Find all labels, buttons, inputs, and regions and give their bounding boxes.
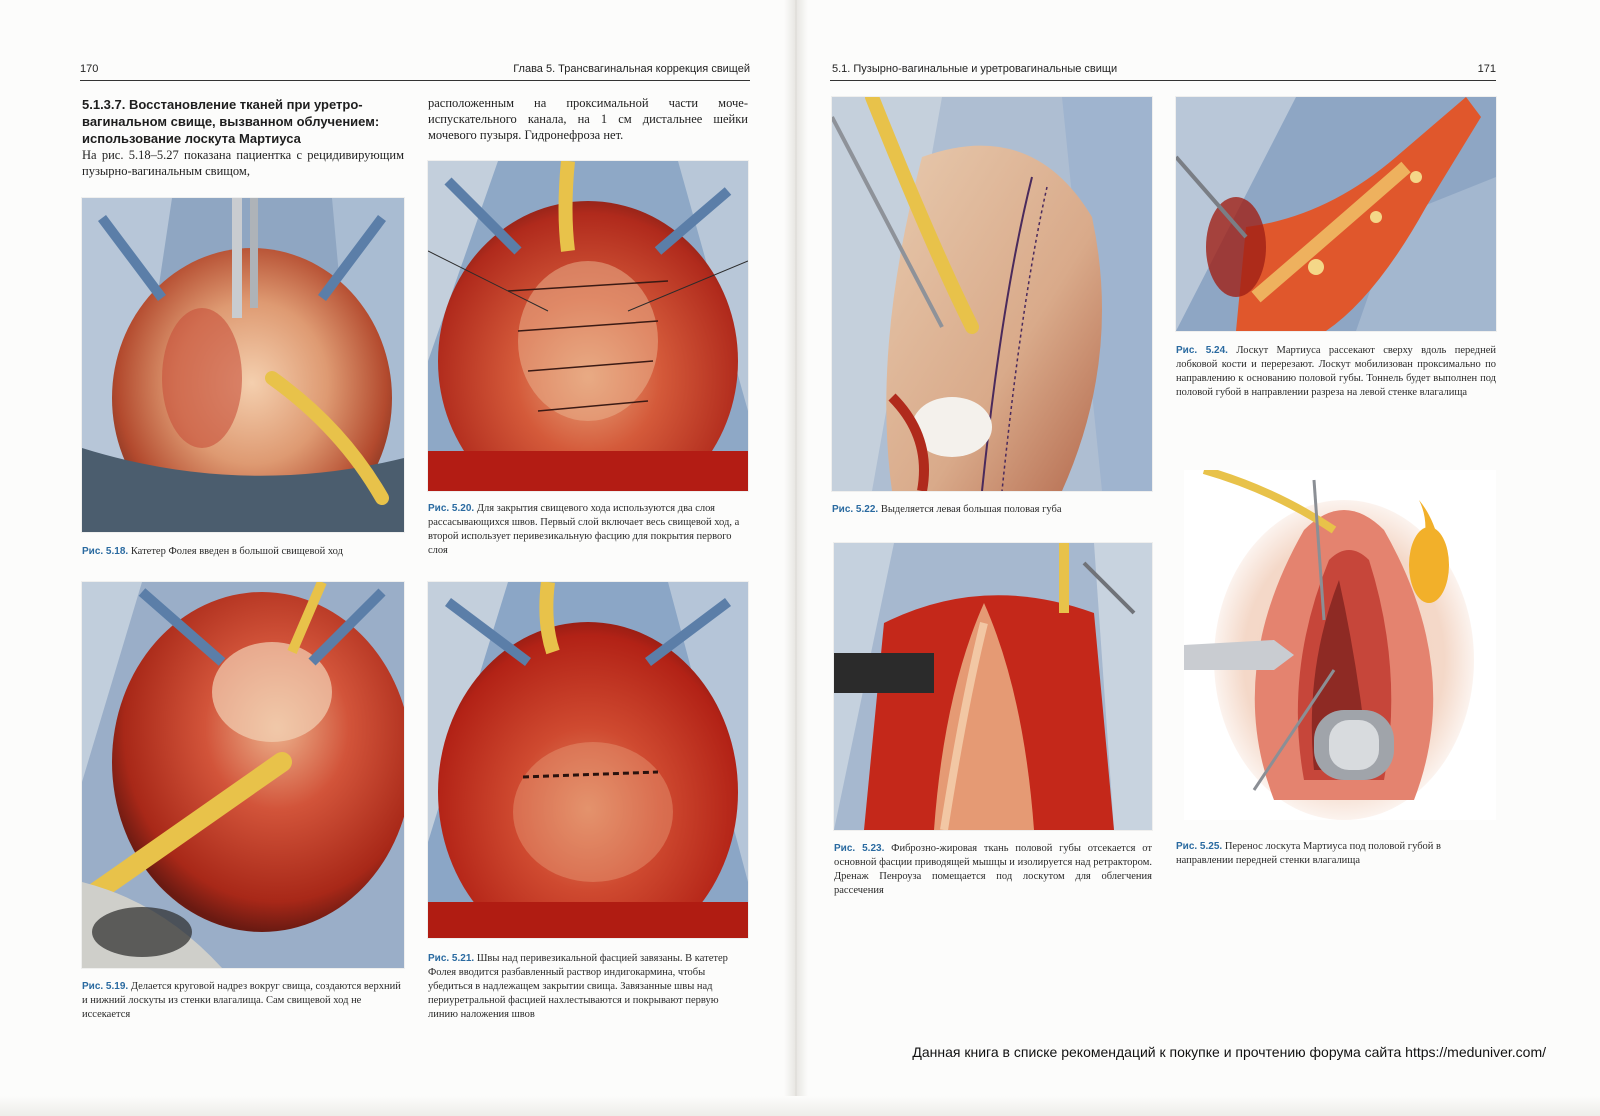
- continued-paragraph: расположенным на проксимальной части моче-испускательного канала, на 1 см дистальнее шейки мочевого пузыря. Гидронефроза нет.: [428, 96, 748, 142]
- figure-5-20-text: Для закрытия свищевого хода используются два слоя рассасывающихся швов. Первый слой включает весь свищевой ход, а второй использует перивезикальную фасцию для покрытия первого слоя: [428, 503, 740, 556]
- figure-5-24-label: Рис. 5.24.: [1176, 345, 1228, 356]
- figure-5-23-text: Фиброзно-жировая ткань половой губы отсекается от основной фасции приводящей мышцы и изолируется над ретрактором. Дренаж Пенроуза помещается под лоскутом для облегчения рассечения: [834, 843, 1152, 896]
- figure-5-24-caption: [1176, 344, 1496, 400]
- figure-5-24-text: Лоскут Мартиуса рассекают сверху вдоль передней лобковой кости и перерезают. Лоскут мобилизован проксимально по направлению к основанию половой губы. Тоннель будет выполнен под половой губой в направлении разреза на левой стенке влагалища: [1176, 345, 1497, 398]
- intro-paragraph: На рис. 5.18–5.27 показана пациентка с рецидивирующим пузырно-вагинальным свищом,: [82, 148, 404, 178]
- figure-5-18-caption: [82, 545, 404, 559]
- figure-5-21-caption: [428, 952, 748, 1022]
- figure-5-23-caption: [834, 842, 1152, 898]
- figure-5-23-photo: [834, 543, 1152, 830]
- figure-5-22-caption: [832, 503, 1152, 517]
- figure-5-19-label: Рис. 5.19.: [82, 981, 129, 992]
- header-rule-right: [830, 80, 1496, 81]
- figure-5-23-label: Рис. 5.23.: [834, 843, 885, 854]
- figure-5-21-text: Швы над перивезикальной фасцией завязаны. В катетер Фолея вводится разбавленный раствор индигокармина, чтобы убедиться в надлежащем закрытии свища. Завязанные швы над периуретральной фасцией нахлестываются и покрывают первую линию наложения швов: [428, 953, 728, 1020]
- footer-note: Данная книга в списке рекомендаций к покупке и прочтению форума сайта https://meduniver.com/: [912, 1044, 1546, 1060]
- figure-5-25-caption: [1176, 840, 1496, 868]
- figure-5-22-label: Рис. 5.22.: [832, 504, 879, 515]
- page-number-left: 170: [80, 63, 99, 75]
- figure-5-25-label: Рис. 5.25.: [1176, 841, 1223, 852]
- book-gutter: [784, 0, 808, 1116]
- figure-5-20-label: Рис. 5.20.: [428, 503, 475, 514]
- figure-5-19-photo: [82, 582, 404, 968]
- running-head-left: Глава 5. Трансвагинальная коррекция свищей: [513, 63, 750, 75]
- header-rule-left: [80, 80, 750, 81]
- figure-5-18-text: Катетер Фолея введен в большой свищевой ход: [130, 546, 343, 557]
- figure-5-19-text: Делается круговой надрез вокруг свища, создаются верхний и нижний лоскуты из стенки влагалища. Сам свищевой ход не иссекается: [82, 981, 401, 1020]
- page-bottom-shadow: [0, 1096, 1600, 1116]
- section-heading: 5.1.3.7. Восстановление тканей при уретро-вагинальном свище, вызванном облучением: использование лоскута Мартиуса: [82, 97, 380, 146]
- figure-5-22-text: Выделяется левая большая половая губа: [880, 504, 1062, 515]
- figure-5-25-text: Перенос лоскута Мартиуса под половой губой в направлении передней стенки влагалища: [1176, 841, 1441, 866]
- left-page: [0, 0, 796, 1116]
- figure-5-20-caption: [428, 502, 748, 558]
- figure-5-19-caption: [82, 980, 404, 1022]
- figure-5-18-photo: [82, 198, 404, 532]
- page-number-right: 171: [1477, 63, 1496, 75]
- right-page: [796, 0, 1600, 1116]
- figure-5-22-photo: [832, 97, 1152, 491]
- figure-5-18-label: Рис. 5.18.: [82, 546, 129, 557]
- figure-5-25-illustration: [1184, 470, 1496, 820]
- figure-5-21-photo: [428, 582, 748, 938]
- figure-5-21-label: Рис. 5.21.: [428, 953, 475, 964]
- figure-5-20-photo: [428, 161, 748, 491]
- running-head-right: 5.1. Пузырно-вагинальные и уретровагинальные свищи: [832, 63, 1118, 75]
- figure-5-24-photo: [1176, 97, 1496, 331]
